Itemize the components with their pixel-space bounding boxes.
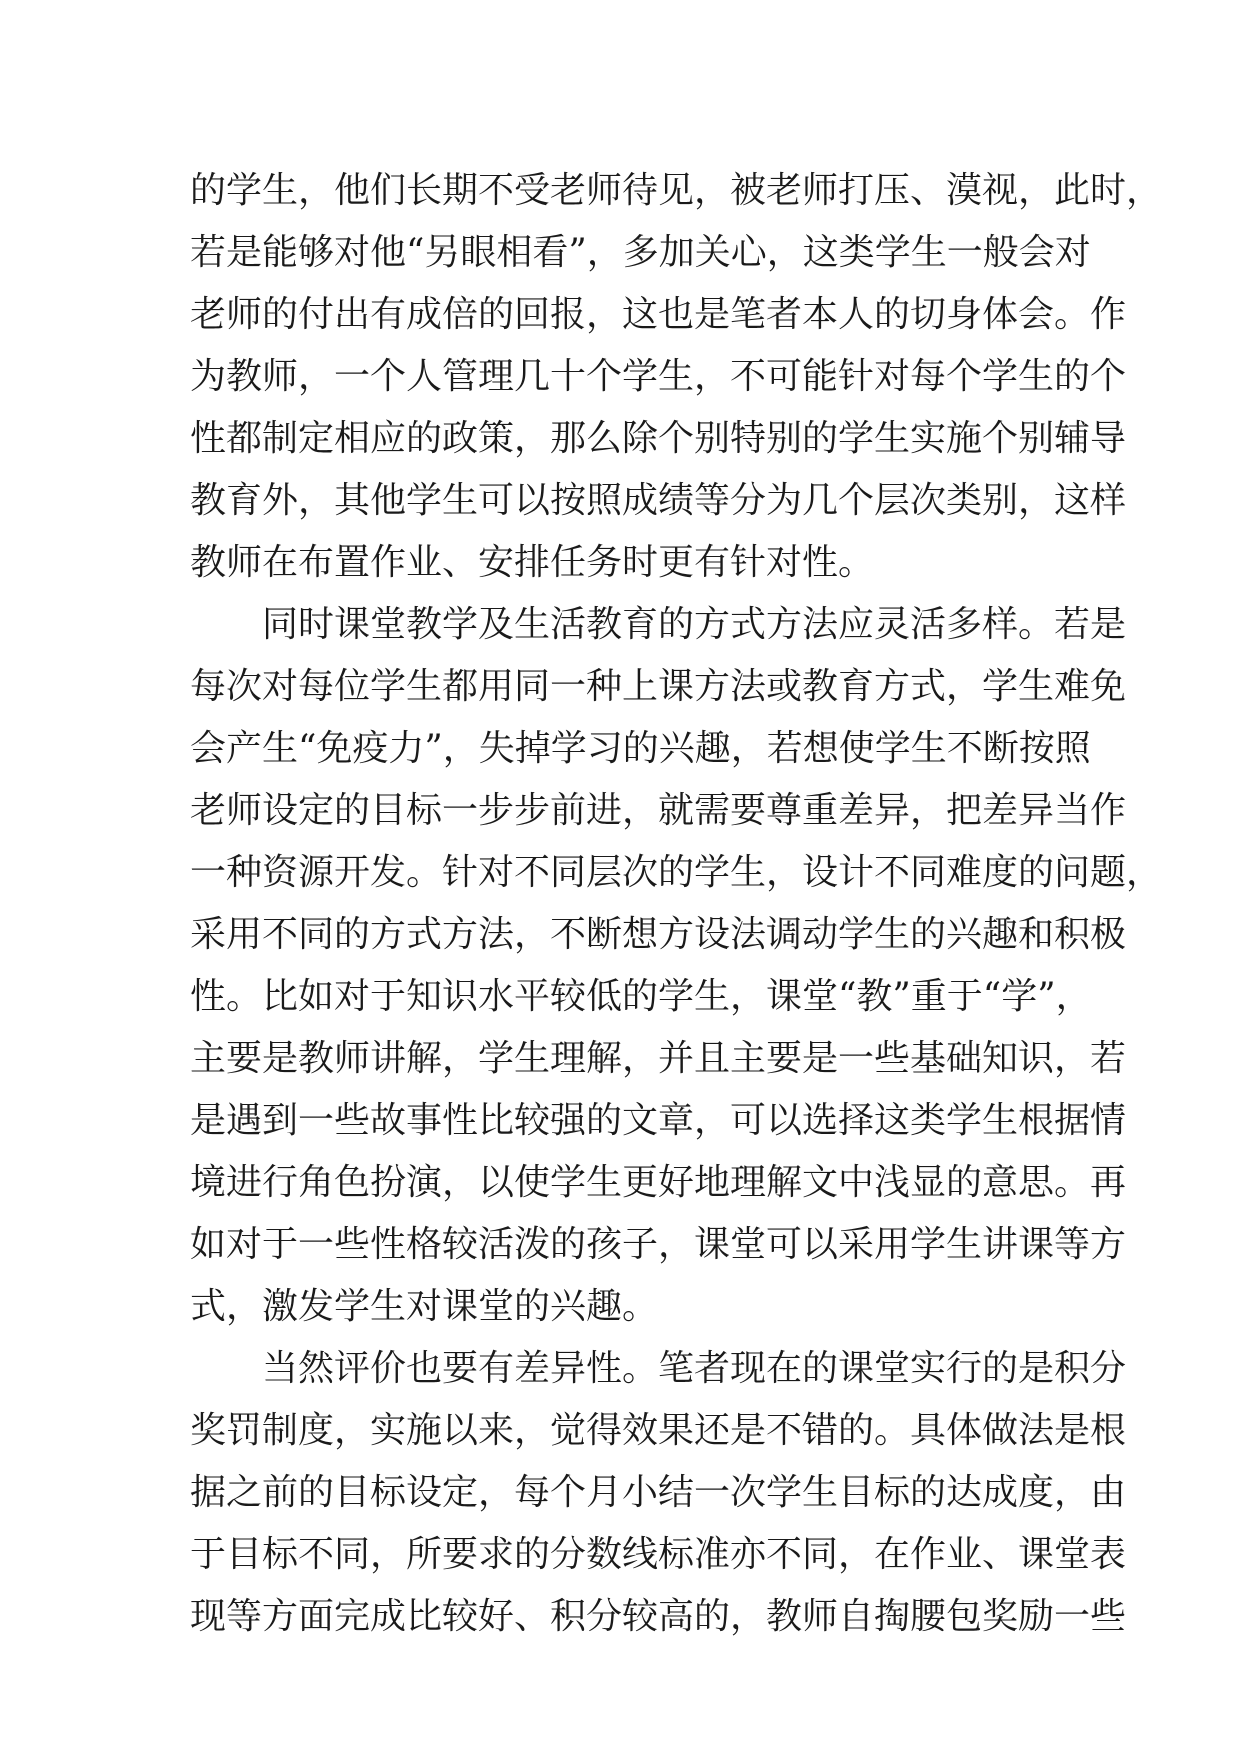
text-line: 一种资源开发。针对不同层次的学生，设计不同难度的问题， — [190, 852, 1163, 893]
text-line: 会产生“免疫力”，失掉学习的兴趣，若想使学生不断按照 — [190, 728, 1091, 769]
text-line: 每次对每位学生都用同一种上课方法或教育方式，学生难免 — [190, 666, 1127, 707]
text-line: 现等方面完成比较好、积分较高的，教师自掏腰包奖励一些 — [190, 1596, 1127, 1637]
text-line: 据之前的目标设定，每个月小结一次学生目标的达成度，由 — [190, 1472, 1127, 1513]
text-line: 为教师，一个人管理几十个学生，不可能针对每个学生的个 — [190, 356, 1127, 397]
text-line: 教师在布置作业、安排任务时更有针对性。 — [190, 542, 875, 583]
paragraph-first-line: 同时课堂教学及生活教育的方式方法应灵活多样。若是 — [262, 604, 1127, 645]
text-line: 教育外，其他学生可以按照成绩等分为几个层次类别，这样 — [190, 480, 1127, 521]
text-line: 是遇到一些故事性比较强的文章，可以选择这类学生根据情 — [190, 1100, 1127, 1141]
text-line: 老师的付出有成倍的回报，这也是笔者本人的切身体会。作 — [190, 294, 1127, 335]
text-line: 的学生，他们长期不受老师待见，被老师打压、漠视，此时， — [190, 170, 1163, 211]
text-line: 老师设定的目标一步步前进，就需要尊重差异，把差异当作 — [190, 790, 1127, 831]
text-line: 性都制定相应的政策，那么除个别特别的学生实施个别辅导 — [190, 418, 1127, 459]
paragraph-first-line: 当然评价也要有差异性。笔者现在的课堂实行的是积分 — [262, 1348, 1127, 1389]
text-line: 主要是教师讲解，学生理解，并且主要是一些基础知识，若 — [190, 1038, 1127, 1079]
text-line: 如对于一些性格较活泼的孩子，课堂可以采用学生讲课等方 — [190, 1224, 1127, 1265]
text-line: 奖罚制度，实施以来，觉得效果还是不错的。具体做法是根 — [190, 1410, 1127, 1451]
text-line: 境进行角色扮演，以使学生更好地理解文中浅显的意思。再 — [190, 1162, 1127, 1203]
text-line: 若是能够对他“另眼相看”，多加关心，这类学生一般会对 — [190, 232, 1091, 273]
text-line: 采用不同的方式方法，不断想方设法调动学生的兴趣和积极 — [190, 914, 1127, 955]
text-line: 式，激发学生对课堂的兴趣。 — [190, 1286, 659, 1327]
text-line: 于目标不同，所要求的分数线标准亦不同，在作业、课堂表 — [190, 1534, 1127, 1575]
body-text — [190, 160, 1163, 1648]
text-line: 性。比如对于知识水平较低的学生，课堂“教”重于“学”， — [190, 976, 1092, 1017]
